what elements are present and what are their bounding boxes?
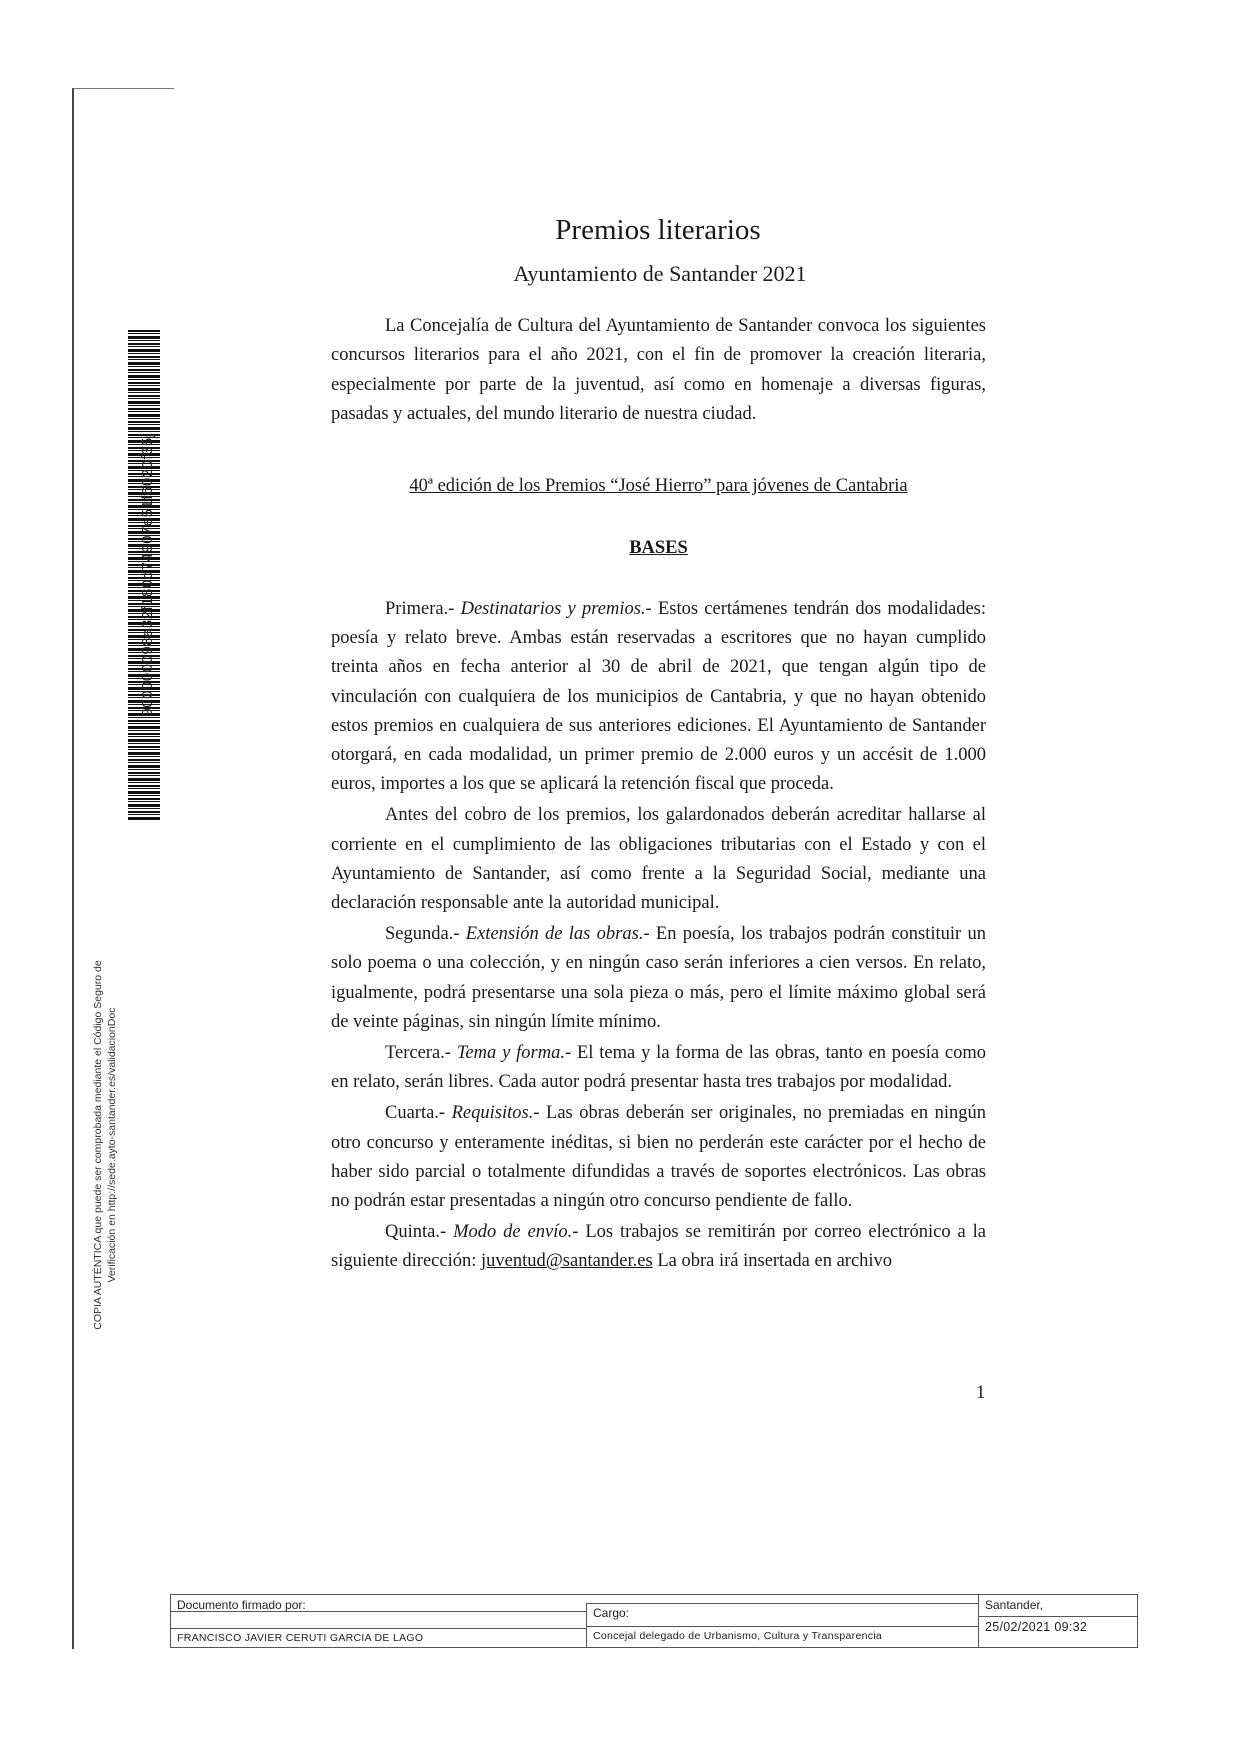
- date-cell: [978, 1595, 1138, 1647]
- bases-heading: BASES: [629, 538, 688, 558]
- email-link[interactable]: juventud@santander.es: [481, 1251, 653, 1272]
- place-label: Santander,: [985, 1598, 1044, 1612]
- section-text: Las obras deberán ser originales, no premiadas en ningún otro concurso y enteramente inéditas, si bien no perderán este carácter por el hecho de haber sido parcial o totalmente difundidas a través de soportes electrónicos. Las obras no podrán estar presentadas a ningún otro concurso pendiente de fallo.: [331, 1103, 986, 1212]
- section-text: En poesía, los trabajos podrán constituir un solo poema o una colección, y en ningún caso serán inferiores a cien versos. En relato, igualmente, podrá presentarse una sola pieza o más, pero el límite máximo global será de veinte páginas, sin ningún límite mínimo.: [331, 924, 987, 1032]
- date-value: 25/02/2021 09:32: [985, 1620, 1088, 1634]
- section-text: Los trabajos se remitirán por correo electrónico a la siguiente dirección:: [331, 1222, 986, 1272]
- section-name: Tema y forma.-: [456, 1043, 572, 1064]
- section-text: El tema y la forma de las obras, tanto en poesía como en relato, serán libres. Cada autor podrá presentar hasta tres trabajos por modalidad.: [331, 1043, 987, 1093]
- signed-by-value: FRANCISCO JAVIER CERUTI GARCIA DE LAGO: [177, 1632, 424, 1644]
- position-label: Cargo:: [593, 1606, 630, 1620]
- document-subtitle: Ayuntamiento de Santander 2021: [513, 261, 807, 286]
- section-text-tail: La obra irá insertada en archivo: [652, 1251, 893, 1272]
- intro-paragraph: La Concejalía de Cultura del Ayuntamiento de Santander convoca los siguientes concursos literarios para el año 2021, con el fin de promover la creación literaria, especialmente por parte de la juventud, así como en homenaje a diversas figuras, pasadas y actuales, del mundo literario de nuestra ciudad.: [331, 316, 986, 425]
- position-value: Concejal delegado de Urbanismo, Cultura y Transparencia: [593, 1630, 883, 1642]
- section-head: Quinta.-: [385, 1222, 447, 1243]
- bases-sections: [331, 595, 986, 1277]
- section-name: Modo de envío.-: [453, 1222, 579, 1243]
- verification-strip: [72, 88, 174, 1649]
- section-text: Estos certámenes tendrán dos modalidades: poesía y relato breve. Ambas están reservadas a escritores que no hayan cumplido treinta años en fecha anterior al 30 de abril de 2021, que tengan algún tipo de vinculación con cualquiera de los municipios de Cantabria, y que no hayan obtenido estos premios en cualquiera de sus anteriores ediciones. El Ayuntamiento de Santander otorgará, en cada modalidad, un primer premio de 2.000 euros y un accésit de 1.000 euros, importes a los que se aplicará la retención fiscal que proceda.: [331, 599, 986, 795]
- section-head: Cuarta.-: [385, 1103, 446, 1124]
- section-head: Tercera.-: [385, 1043, 451, 1064]
- section-name: Extensión de las obras.-: [465, 924, 650, 945]
- section-name: Requisitos.-: [451, 1103, 540, 1124]
- verification-text-line2: Verificación en http://sede.ayto-santander.es/validacionDoc: [106, 1007, 118, 1283]
- signed-by-cell: [171, 1598, 586, 1648]
- signature-table: [170, 1594, 1138, 1648]
- section-primera-continued: Antes del cobro de los premios, los galardonados deberán acreditar hallarse al corriente en el cumplimiento de las obligaciones tributarias con el Estado y con el Ayuntamiento de Santander, así como frente a la Seguridad Social, mediante una declaración responsable ante la autoridad municipal.: [331, 805, 986, 914]
- signed-by-label: Documento firmado por:: [177, 1598, 306, 1612]
- barcode-code: 900000098a32f180d74907e51f6020f35j: [139, 433, 156, 717]
- section-segunda: [331, 920, 986, 1037]
- section-tercera: [331, 1039, 986, 1097]
- edition-heading: 40ª edición de los Premios “José Hierro” para jóvenes de Cantabria: [409, 476, 908, 496]
- document-title: Premios literarios: [555, 214, 761, 246]
- section-cuarta: [331, 1099, 986, 1216]
- section-name: Destinatarios y premios.-: [460, 599, 652, 619]
- section-quinta: [331, 1218, 986, 1276]
- position-cell: [586, 1603, 979, 1648]
- section-head: Primera.-: [385, 599, 455, 619]
- intro-block: [331, 312, 986, 430]
- page-number: 1: [976, 1383, 986, 1403]
- section-head: Segunda.-: [385, 924, 460, 945]
- section-primera: [331, 595, 986, 799]
- verification-text-line1: COPIA AUTÉNTICA que puede ser comprobada mediante el Código Seguro de: [92, 960, 104, 1330]
